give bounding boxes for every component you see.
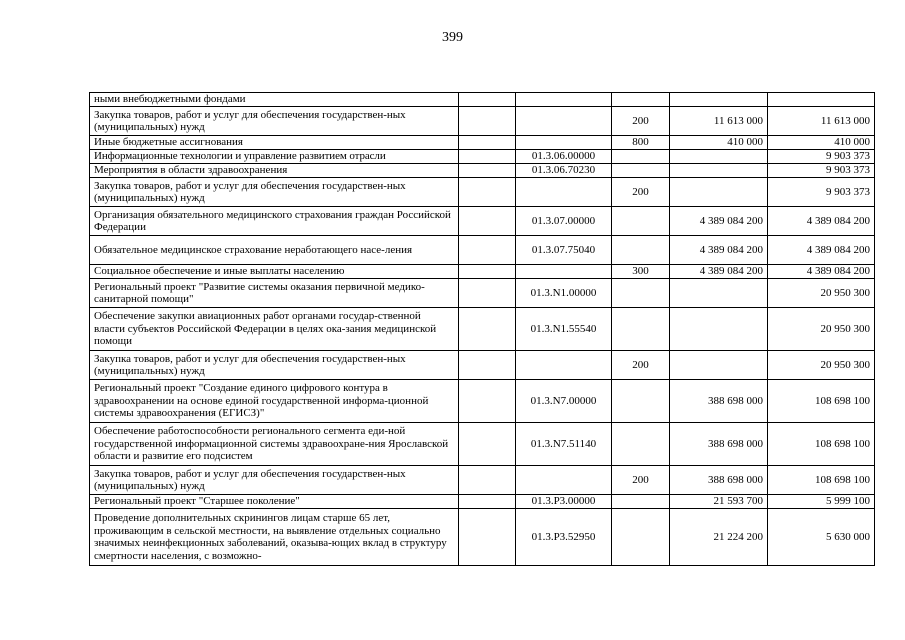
page-number: 399 [442, 30, 463, 45]
row-sum-1: 4 389 084 200 [670, 207, 768, 236]
row-sum-1 [670, 351, 768, 380]
table-row [90, 207, 875, 236]
table-row [90, 423, 875, 466]
row-name: Проведение дополнительных скринингов лицам старше 65 лет, проживающим в сельской местности, на выявление отдельных социально значимых неинфекционных заболеваний, оказыва-ющих вклад в структуру смертности населения, с возможно- [90, 509, 459, 566]
row-type: 200 [612, 178, 670, 207]
table-row [90, 236, 875, 265]
row-empty-cell [459, 466, 516, 495]
row-name: Закупка товаров, работ и услуг для обеспечения государствен-ных (муниципальных) нужд [90, 466, 459, 495]
row-code [516, 265, 612, 279]
row-empty-cell [459, 207, 516, 236]
row-type [612, 150, 670, 164]
row-sum-1 [670, 178, 768, 207]
row-type [612, 423, 670, 466]
table-row [90, 178, 875, 207]
row-code: 01.3.N1.00000 [516, 279, 612, 308]
table-row [90, 380, 875, 423]
row-sum-2: 5 999 100 [768, 495, 875, 509]
table-row [90, 279, 875, 308]
row-sum-2: 20 950 300 [768, 308, 875, 351]
row-empty-cell [459, 308, 516, 351]
row-code [516, 178, 612, 207]
row-sum-1: 4 389 084 200 [670, 265, 768, 279]
row-name: Организация обязательного медицинского страхования граждан Российской Федерации [90, 207, 459, 236]
row-type [612, 93, 670, 107]
row-name: Региональный проект "Старшее поколение" [90, 495, 459, 509]
row-type: 200 [612, 466, 670, 495]
row-name: Информационные технологии и управление развитием отрасли [90, 150, 459, 164]
row-type [612, 164, 670, 178]
row-sum-2: 410 000 [768, 136, 875, 150]
row-name: Закупка товаров, работ и услуг для обеспечения государствен-ных (муниципальных) нужд [90, 351, 459, 380]
row-empty-cell [459, 150, 516, 164]
row-type [612, 236, 670, 265]
row-name: Обеспечение работоспособности регионального сегмента еди-ной государственной информационной системы здравоохране-ния Ярославской области и развитие его подсистем [90, 423, 459, 466]
row-sum-2: 9 903 373 [768, 164, 875, 178]
row-sum-1: 21 593 700 [670, 495, 768, 509]
row-empty-cell [459, 93, 516, 107]
row-sum-1: 4 389 084 200 [670, 236, 768, 265]
table-row [90, 150, 875, 164]
row-sum-1: 388 698 000 [670, 466, 768, 495]
row-sum-2: 9 903 373 [768, 150, 875, 164]
row-code [516, 136, 612, 150]
row-name: ными внебюджетными фондами [90, 93, 459, 107]
row-sum-1 [670, 279, 768, 308]
row-sum-1 [670, 164, 768, 178]
row-name: Закупка товаров, работ и услуг для обеспечения государствен-ных (муниципальных) нужд [90, 107, 459, 136]
row-type: 300 [612, 265, 670, 279]
table-row [90, 164, 875, 178]
row-type: 200 [612, 107, 670, 136]
row-sum-2: 20 950 300 [768, 279, 875, 308]
table-row [90, 466, 875, 495]
table-row [90, 107, 875, 136]
row-sum-2: 20 950 300 [768, 351, 875, 380]
row-sum-2: 11 613 000 [768, 107, 875, 136]
row-name: Социальное обеспечение и иные выплаты населению [90, 265, 459, 279]
row-code: 01.3.06.00000 [516, 150, 612, 164]
row-empty-cell [459, 265, 516, 279]
row-type [612, 509, 670, 566]
row-sum-2: 108 698 100 [768, 380, 875, 423]
row-type: 200 [612, 351, 670, 380]
row-code: 01.3.N7.51140 [516, 423, 612, 466]
row-name: Региональный проект "Развитие системы оказания первичной медико-санитарной помощи" [90, 279, 459, 308]
table-row [90, 93, 875, 107]
table-row [90, 136, 875, 150]
row-sum-2: 4 389 084 200 [768, 236, 875, 265]
row-empty-cell [459, 136, 516, 150]
row-empty-cell [459, 164, 516, 178]
row-type [612, 495, 670, 509]
row-sum-2: 4 389 084 200 [768, 207, 875, 236]
row-empty-cell [459, 495, 516, 509]
row-empty-cell [459, 236, 516, 265]
row-sum-2: 9 903 373 [768, 178, 875, 207]
row-code [516, 351, 612, 380]
row-empty-cell [459, 509, 516, 566]
row-sum-1: 21 224 200 [670, 509, 768, 566]
table-row [90, 495, 875, 509]
row-name: Обязательное медицинское страхование неработающего насе-ления [90, 236, 459, 265]
row-empty-cell [459, 178, 516, 207]
row-sum-1 [670, 308, 768, 351]
row-code: 01.3.N7.00000 [516, 380, 612, 423]
row-code [516, 107, 612, 136]
row-sum-1: 388 698 000 [670, 380, 768, 423]
row-code [516, 93, 612, 107]
row-sum-1: 388 698 000 [670, 423, 768, 466]
budget-table [89, 92, 875, 566]
table-row [90, 265, 875, 279]
table-row [90, 509, 875, 566]
row-empty-cell [459, 380, 516, 423]
row-code: 01.3.06.70230 [516, 164, 612, 178]
row-type: 800 [612, 136, 670, 150]
row-type [612, 207, 670, 236]
row-type [612, 308, 670, 351]
row-empty-cell [459, 279, 516, 308]
row-code: 01.3.N1.55540 [516, 308, 612, 351]
row-sum-1 [670, 93, 768, 107]
row-code: 01.3.07.75040 [516, 236, 612, 265]
row-sum-1: 410 000 [670, 136, 768, 150]
row-empty-cell [459, 107, 516, 136]
row-empty-cell [459, 423, 516, 466]
table-row [90, 351, 875, 380]
row-name: Закупка товаров, работ и услуг для обеспечения государствен-ных (муниципальных) нужд [90, 178, 459, 207]
row-sum-2: 5 630 000 [768, 509, 875, 566]
row-empty-cell [459, 351, 516, 380]
row-code: 01.3.P3.00000 [516, 495, 612, 509]
row-name: Мероприятия в области здравоохранения [90, 164, 459, 178]
row-name: Иные бюджетные ассигнования [90, 136, 459, 150]
row-name: Обеспечение закупки авиационных работ органами государ-ственной власти субъектов Российской Федерации в целях ока-зания медицинской помощи [90, 308, 459, 351]
row-code [516, 466, 612, 495]
row-name: Региональный проект "Создание единого цифрового контура в здравоохранении на основе единой государственной информа-ционной системы здравоохранения (ЕГИСЗ)" [90, 380, 459, 423]
row-sum-1 [670, 150, 768, 164]
row-sum-1: 11 613 000 [670, 107, 768, 136]
row-sum-2: 4 389 084 200 [768, 265, 875, 279]
row-code: 01.3.07.00000 [516, 207, 612, 236]
row-sum-2 [768, 93, 875, 107]
row-type [612, 279, 670, 308]
row-code: 01.3.P3.52950 [516, 509, 612, 566]
row-sum-2: 108 698 100 [768, 423, 875, 466]
row-sum-2: 108 698 100 [768, 466, 875, 495]
table-row [90, 308, 875, 351]
row-type [612, 380, 670, 423]
